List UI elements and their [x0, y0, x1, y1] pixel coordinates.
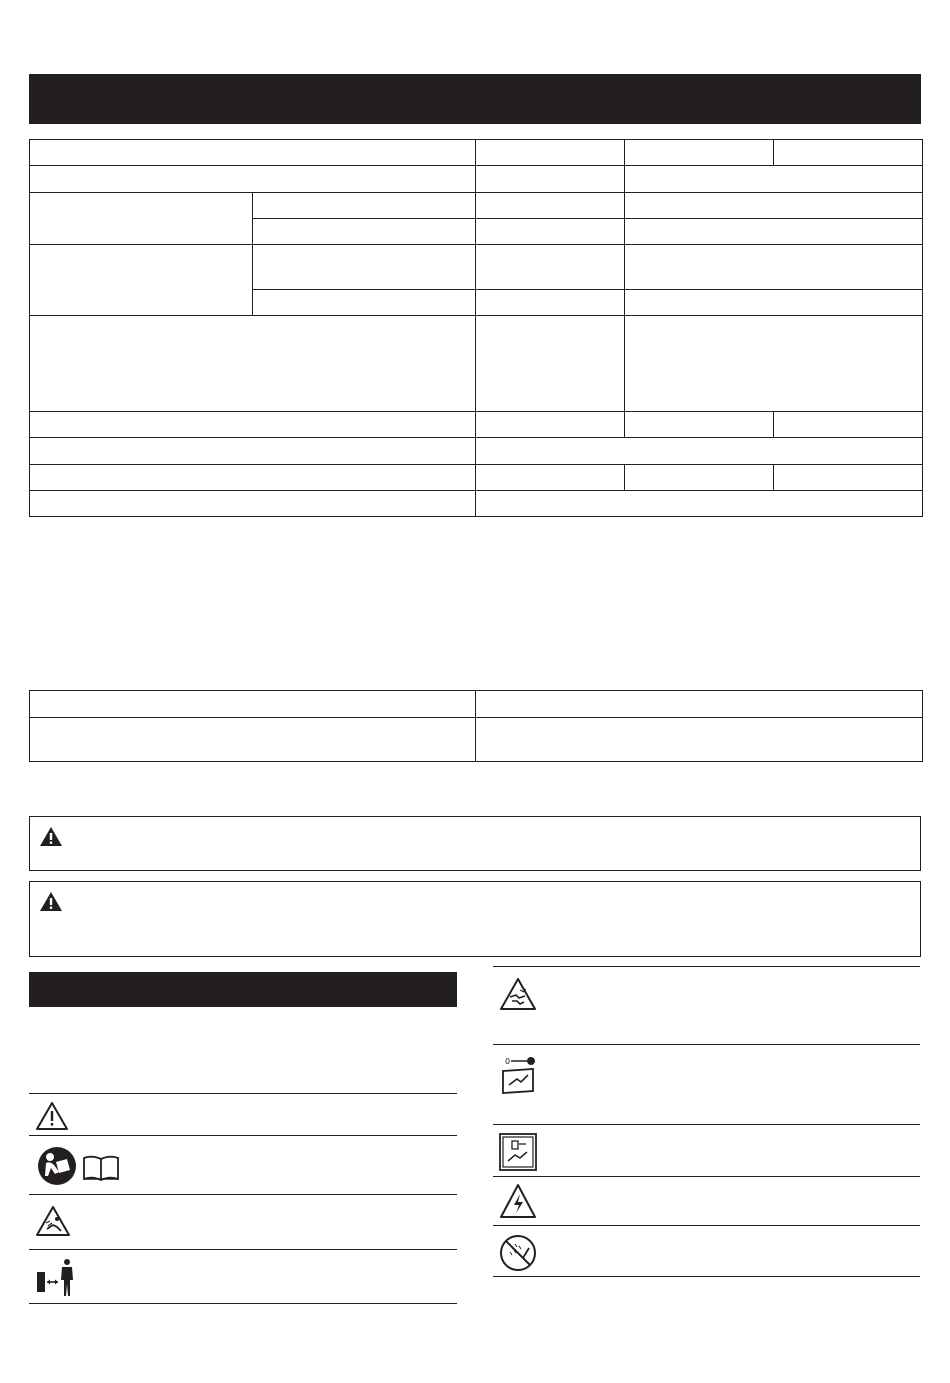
- flying-debris-icon: [35, 1205, 71, 1237]
- keep-distance-icon: [36, 1258, 78, 1298]
- table-cell: [774, 465, 923, 491]
- table-cell: [476, 219, 625, 245]
- table-cell: [476, 491, 923, 517]
- warning-triangle-icon: [35, 1101, 69, 1131]
- table-row: [30, 166, 923, 193]
- warning-triangle-icon: [39, 891, 63, 912]
- table-cell: [625, 166, 923, 193]
- symbols-header: [29, 972, 457, 1007]
- symbol-row: [29, 1093, 457, 1135]
- table-cell: [30, 166, 476, 193]
- table-row: [30, 316, 923, 412]
- table-cell: [30, 691, 476, 718]
- table-row: [30, 718, 923, 762]
- table-cell: [774, 140, 923, 166]
- read-manual-icon: [37, 1146, 77, 1186]
- table-cell: [476, 691, 923, 718]
- symbol-row: [493, 1176, 920, 1225]
- table-cell: [625, 140, 774, 166]
- table-cell: [30, 316, 476, 412]
- warning-triangle-icon: [39, 826, 63, 847]
- table-cell: [253, 193, 476, 219]
- table-row: [30, 245, 923, 290]
- table-row: [30, 412, 923, 438]
- table-cell: [253, 290, 476, 316]
- symbols-intro: [29, 1015, 457, 1085]
- table-cell: [625, 219, 923, 245]
- table-cell: [253, 219, 476, 245]
- symbol-row: [493, 966, 920, 1044]
- table-cell: [625, 316, 923, 412]
- no-rain-icon: [499, 1234, 537, 1272]
- table-cell: [625, 412, 774, 438]
- table-row: [30, 193, 923, 219]
- remove-plug-icon: [499, 1133, 537, 1171]
- disconnect-power-icon: [499, 1055, 539, 1095]
- electric-shock-icon: [499, 1183, 537, 1219]
- warning-box: [29, 881, 921, 957]
- table-row: [30, 691, 923, 718]
- table-cell: [625, 245, 923, 290]
- table-cell: [625, 290, 923, 316]
- svg-text:0: 0: [505, 1057, 511, 1066]
- symbol-row: [493, 1225, 920, 1277]
- specifications-table: [29, 139, 923, 517]
- table-cell: [30, 438, 476, 465]
- warning-box: [29, 816, 921, 871]
- table-cell: [30, 491, 476, 517]
- table-row: [30, 491, 923, 517]
- table-cell: [476, 140, 625, 166]
- table-cell: [30, 465, 476, 491]
- table-cell: [476, 290, 625, 316]
- symbol-row: [29, 1249, 457, 1304]
- table-cell: [30, 245, 253, 316]
- table-cell: [476, 316, 625, 412]
- table-cell: [625, 465, 774, 491]
- table-cell: [476, 245, 625, 290]
- table-cell: [476, 718, 923, 762]
- table-cell: [30, 193, 253, 245]
- table-cell: [30, 718, 476, 762]
- table-row: [30, 465, 923, 491]
- table-cell: [253, 245, 476, 290]
- table-cell: [476, 193, 625, 219]
- symbol-row: [493, 1044, 920, 1124]
- header-bar: [29, 74, 921, 124]
- table-cell: [476, 166, 625, 193]
- secondary-table: [29, 690, 923, 762]
- symbol-row: [493, 1124, 920, 1176]
- symbol-row: [29, 1194, 457, 1249]
- table-cell: [774, 412, 923, 438]
- table-cell: [30, 140, 476, 166]
- open-book-icon: [82, 1154, 120, 1182]
- table-cell: [476, 438, 923, 465]
- table-cell: [476, 465, 625, 491]
- symbol-row: [29, 1135, 457, 1194]
- table-row: [30, 140, 923, 166]
- hand-injury-icon: [499, 977, 537, 1011]
- table-row: [30, 438, 923, 465]
- table-cell: [625, 193, 923, 219]
- table-cell: [30, 412, 476, 438]
- table-cell: [476, 412, 625, 438]
